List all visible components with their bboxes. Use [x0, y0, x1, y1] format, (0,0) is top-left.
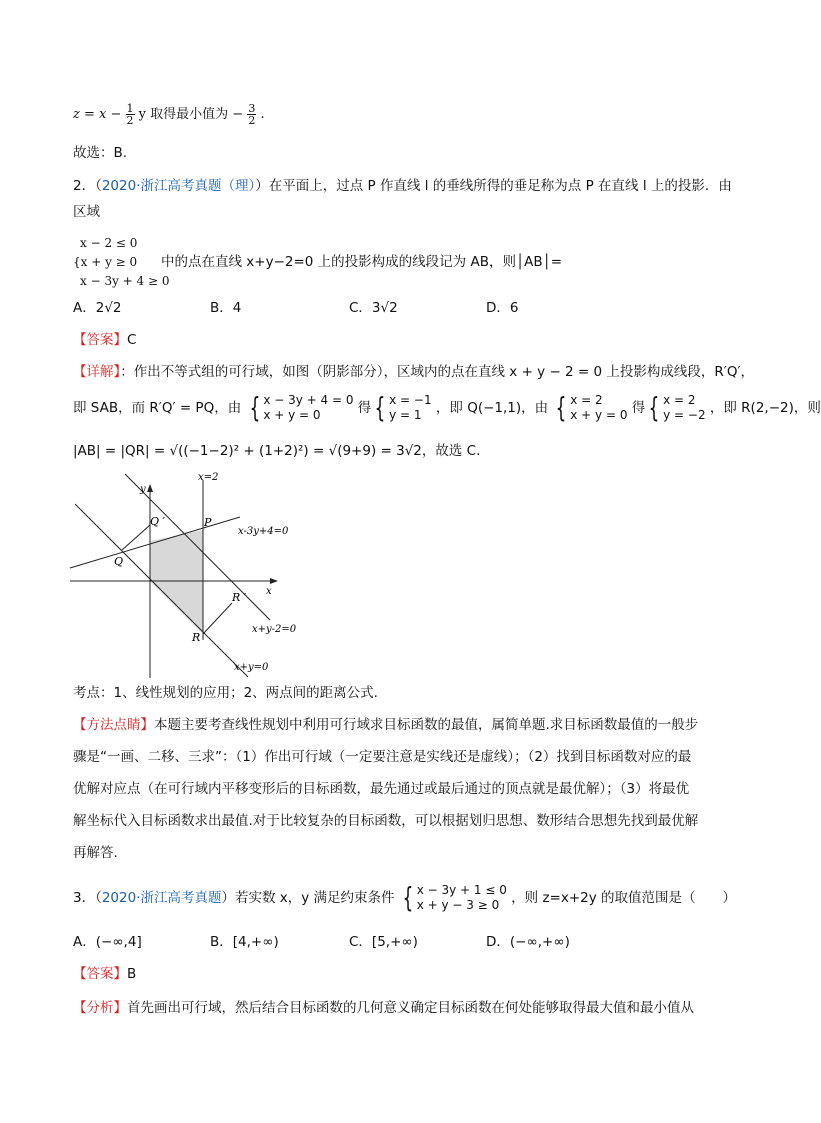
label-line2: x+y-2=0 [252, 624, 297, 635]
q2-kaodian: 考点：1、线性规划的应用；2、两点间的距离公式. [73, 685, 378, 701]
q2-source: 2020·浙江高考真题（理） [101, 178, 256, 194]
q2-prompt: 2．（2020·浙江高考真题（理））在平面上，过点 P 作直线 l 的垂线所得的垂足称为点 P 在直线 l 上的投影．由 [73, 178, 732, 194]
label-P: P [204, 516, 212, 529]
q3-option-a: A．(−∞,4] [73, 934, 142, 950]
prev-expr-mid: y 取得最小值为 − [138, 107, 244, 122]
prev-answer: 故选：B. [73, 145, 128, 161]
q2-detail-line2: 即 SAB，而 R′Q′ = PQ，由 { x − 3y + 4 = 0 x + y = 0 得 { x = −1 y = 1 ，即 Q(−1,1)，由 { x = 2 x + y = 0 得 { x = 2 y = −2 ，即 R(2,−2)，则 [73, 391, 821, 424]
label-line3: x+y=0 [234, 662, 269, 673]
y-axis-arrow [147, 484, 153, 492]
q3-analysis: 【分析】首先画出可行域，然后结合目标函数的几何意义确定目标函数在何处能够取得最大值和最小值从 [73, 1000, 694, 1016]
q2-option-c: C．3√2 [349, 300, 398, 316]
line-xy0 [75, 504, 248, 677]
q3-answer: 【答案】B [73, 966, 137, 982]
q3-source: 2020·浙江高考真题 [101, 890, 222, 906]
q2-option-b: B．4 [210, 300, 242, 316]
x-axis-arrow [270, 578, 278, 584]
prev-expr-left: z = x − [73, 107, 122, 122]
q3-option-b: B．[4,+∞) [210, 934, 279, 950]
prev-expr-end: . [260, 107, 265, 122]
label-x2: x=2 [198, 472, 219, 483]
label-R-prime: R ′ [232, 591, 247, 604]
q3-prompt: 3．（2020·浙江高考真题）若实数 x，y 满足约束条件 { x − 3y + 1 ≤ 0 x + y − 3 ≥ 0 ，则 z=x+2y 的取值范围是（ ） [73, 881, 737, 914]
q2-option-d: D．6 [486, 300, 519, 316]
feasible-region [150, 530, 203, 581]
proj-Q [122, 525, 150, 550]
label-x: x [266, 586, 272, 597]
feasible-region-lower [150, 581, 203, 634]
q2-option-a: A．2√2 [73, 300, 122, 316]
q2-method-line5: 再解答. [73, 845, 118, 861]
q2-system-after: 中的点在直线 x+y−2=0 上的投影构成的线段记为 AB，则│AB│= [161, 254, 563, 270]
q2-detail-line1: 【详解】：作出不等式组的可行域，如图（阴影部分），区域内的点在直线 x + y − 2 = 0 上投影构成线段，R′Q′， [73, 364, 755, 380]
proj-R [203, 603, 232, 634]
label-Q: Q [114, 555, 124, 568]
q2-detail-line3: |AB| = |QR| = √((−1−2)² + (1+2)²) = √(9+9) = 3√2，故选 C. [73, 443, 481, 459]
q2-system: x − 2 ≤ 0 {x + y ≥ 0 x − 3y + 4 ≥ 0 [73, 236, 170, 288]
prev-frac-2: $\frac{3}{2}$ [248, 102, 256, 127]
label-line1: x-3y+4=0 [238, 526, 289, 537]
q2-method-line4: 解坐标代入目标函数求出最值.对于比较复杂的目标函数，可以根据划归思想、数形结合思想先找到最优解 [73, 813, 699, 829]
label-R: R [192, 631, 201, 644]
label-Q-prime: Q ′ [150, 515, 166, 528]
q2-figure [70, 470, 310, 680]
q3-option-c: C．[5,+∞) [349, 934, 418, 950]
q2-method-line1: 【方法点睛】本题主要考查线性规划中利用可行域求目标函数的最值，属简单题.求目标函数最值的一般步 [73, 717, 699, 733]
q2-method-line2: 骤是“一画、二移、三求”：（1）作出可行域（一定要注意是实线还是虚线）；（2）找到目标函数对应的最 [73, 749, 692, 765]
q2-method-line3: 优解对应点（在可行域内平移变形后的目标函数，最先通过或最后通过的顶点就是最优解）；（3）将最优 [73, 781, 690, 797]
q2-answer: 【答案】C [73, 332, 137, 348]
q3-option-d: D．(−∞,+∞) [486, 934, 570, 950]
prev-frac-1: $\frac{1}{2}$ [126, 102, 134, 127]
prev-result-line [73, 103, 265, 126]
q2-prompt-line2: 区域 [73, 204, 100, 220]
label-y: y [140, 484, 146, 495]
